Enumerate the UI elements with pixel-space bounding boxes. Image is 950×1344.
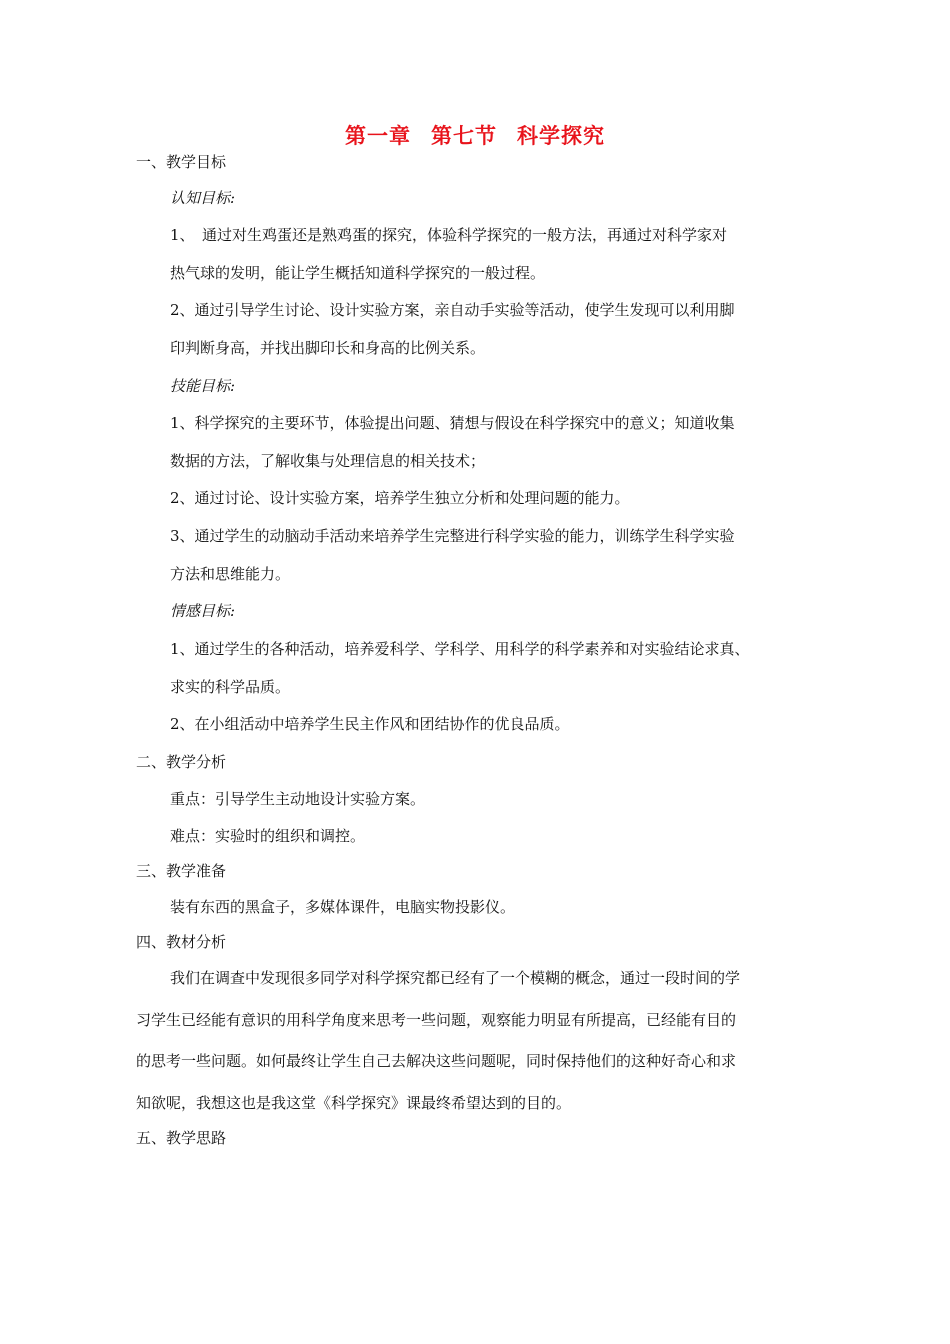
paragraph-line: 2、通过讨论、设计实验方案，培养学生独立分析和处理问题的能力。 — [170, 489, 630, 507]
paragraph-line: 重点：引导学生主动地设计实验方案。 — [170, 790, 426, 808]
paragraph-line: 习学生已经能有意识的用科学角度来思考一些问题，观察能力明显有所提高，已经能有目的 — [136, 1011, 737, 1029]
section-heading: 二、教学分析 — [136, 753, 227, 771]
paragraph-line: 2、通过引导学生讨论、设计实验方案，亲自动手实验等活动，使学生发现可以利用脚 — [170, 301, 735, 319]
section-heading: 五、教学思路 — [136, 1129, 227, 1147]
section-heading: 四、教材分析 — [136, 933, 227, 951]
paragraph-line: 求实的科学品质。 — [170, 678, 291, 696]
paragraph-line: 印判断身高，并找出脚印长和身高的比例关系。 — [170, 339, 486, 357]
paragraph-line: 3、通过学生的动脑动手活动来培养学生完整进行科学实验的能力，训练学生科学实验 — [170, 527, 735, 545]
paragraph-line: 我们在调查中发现很多同学对科学探究都已经有了一个模糊的概念，通过一段时间的学 — [170, 969, 741, 987]
paragraph-line: 难点：实验时的组织和调控。 — [170, 827, 366, 845]
subheading: 情感目标: — [170, 602, 236, 620]
subheading: 认知目标: — [170, 189, 236, 207]
title-section: 第七节 — [431, 124, 497, 148]
subheading: 技能目标: — [170, 377, 236, 395]
paragraph-line: 2、在小组活动中培养学生民主作风和团结协作的优良品质。 — [170, 715, 570, 733]
section-heading: 三、教学准备 — [136, 862, 227, 880]
paragraph-line: 1、通过学生的各种活动，培养爱科学、学科学、用科学的科学素养和对实验结论求真、 — [170, 640, 750, 658]
paragraph-line: 知欲呢，我想这也是我这堂《科学探究》课最终希望达到的目的。 — [136, 1094, 572, 1112]
paragraph-line: 的思考一些问题。如何最终让学生自己去解决这些问题呢，同时保持他们的这种好奇心和求 — [136, 1052, 737, 1070]
title-topic: 科学探究 — [517, 124, 605, 148]
paragraph-line: 装有东西的黑盒子，多媒体课件，电脑实物投影仪。 — [170, 898, 516, 916]
paragraph-line: 1、科学探究的主要环节，体验提出问题、猜想与假设在科学探究中的意义；知道收集 — [170, 414, 735, 432]
paragraph-line: 数据的方法，了解收集与处理信息的相关技术； — [170, 452, 486, 470]
page-title — [0, 120, 950, 150]
title-chapter: 第一章 — [345, 124, 411, 148]
paragraph-line: 1、 通过对生鸡蛋还是熟鸡蛋的探究，体验科学探究的一般方法，再通过对科学家对 — [170, 226, 728, 244]
paragraph-line: 方法和思维能力。 — [170, 565, 291, 583]
paragraph-line: 热气球的发明，能让学生概括知道科学探究的一般过程。 — [170, 264, 546, 282]
section-heading: 一、教学目标 — [136, 153, 227, 171]
